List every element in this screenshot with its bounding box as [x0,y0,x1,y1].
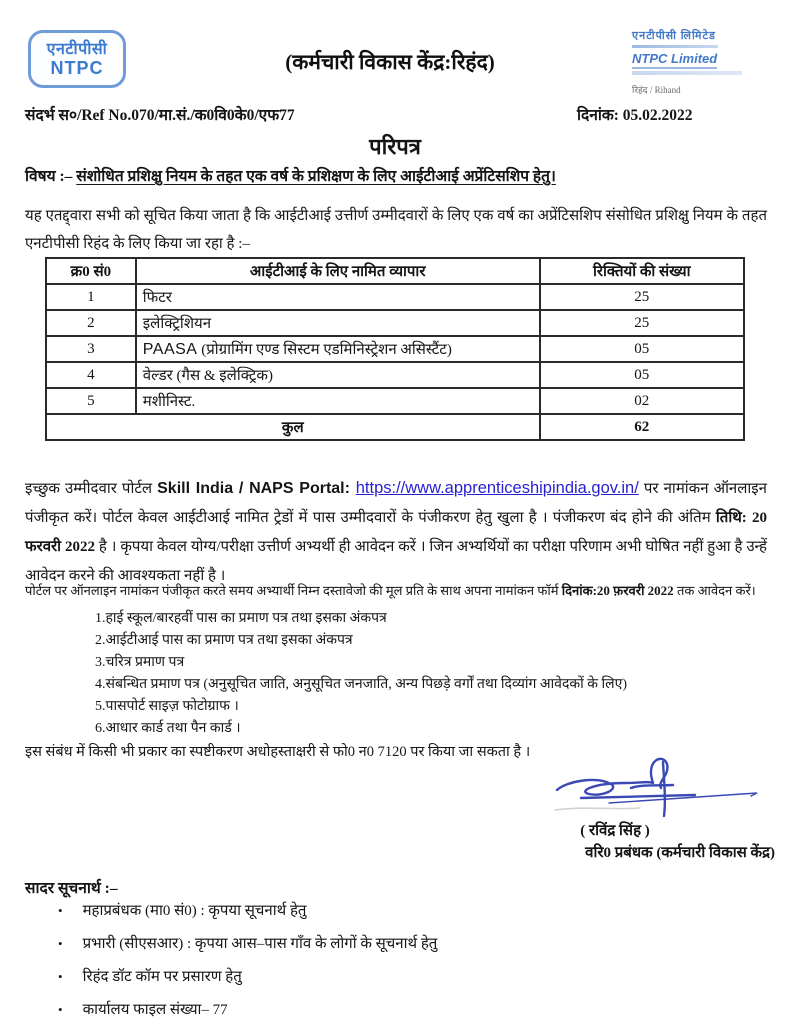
table-row [46,284,744,310]
instruction-text: तक आवेदन करें। [673,583,756,598]
deadline-date: तिथि: 20 फरवरी 2022 [25,510,768,555]
bullet-icon: • [58,1002,63,1017]
trade-hindi: फिटर [142,290,172,306]
table-row [46,336,744,362]
rihand-label: रिहंद / Rihand [632,85,681,95]
bullet-icon: • [58,903,63,918]
cc-item-text: कार्यालय फाइल संख्या– 77 [82,1002,228,1018]
table-row [46,310,744,336]
cell-sno: 4 [46,362,136,388]
cell-vacancies: 25 [540,284,744,310]
apply-text: पर नामांकन ऑनलाइन पंजीकृत करें। पोर्टल केवल आईटीआई नामित ट्रेडों में पास उम्मीदवारों के पंजीकरण हेतु खुला है । पंजीकरण बंद होने की अंतिम [25,481,767,526]
header-vacancies: रिक्तियों की संख्या [540,258,744,284]
ntpc-logo-latin: NTPC [50,58,104,78]
trade-latin: PAASA [142,341,198,358]
vacancy-table [45,257,745,441]
apply-text: इच्छुक उम्मीदवार पोर्टल [25,481,158,497]
trade-hindi: मशीनिस्ट. [142,394,196,410]
cell-sno: 2 [46,310,136,336]
signatory-name: ( रविंद्र सिंह ) [580,823,650,839]
header-trade: आईटीआई के लिए नामित व्यापार [136,258,540,284]
apply-text: है । कृपया केवल योग्य/परीक्षा उत्तीर्ण अभ्यर्थी ही आवेदन करें । जिन अभ्यर्थियों का परीक्षा परिणाम अभी घोषित नहीं हुआ है उन्हें आवेदन करने की आवश्यकता नहीं है । [25,539,768,584]
trade-hindi: (प्रोग्रामिंग एण्ड सिस्टम एडमिनिस्ट्रेशन असिस्टैंट) [197,342,452,358]
cc-item-text: प्रभारी (सीएसआर) : कृपया आस–पास गाँव के लोगों के सूचनार्थ हेतु [82,936,438,952]
cell-vacancies: 05 [540,362,744,388]
cell-vacancies: 05 [540,336,744,362]
list-item: 2.आईटीआई पास का प्रमाण पत्र तथा इसका अंकपत्र [95,633,353,648]
cc-item [58,936,437,952]
table-total-row [46,414,744,440]
ntpc-logo-hindi: एनटीपीसी [46,41,108,58]
signature [545,748,780,820]
list-item: 3.चरित्र प्रमाण पत्र [95,655,185,670]
intro-paragraph: यह एतद्द्वारा सभी को सूचित किया जाता है कि आईटीआई उत्तीर्ण उम्मीदवारों के लिए एक वर्ष का अप्रेंटिसशिप संसोधित प्रशिक्षु नियम के तहत एनटीपीसी रिहंद के लिए किया जा रहा है :– [25,208,767,252]
trade-hindi: वेल्डर (गैस & इलेक्ट्रिक) [142,368,273,384]
ntpc-limited-latin: NTPC Limited [632,51,717,69]
document-date: दिनांक: 05.02.2022 [577,107,693,124]
cell-trade [136,362,540,388]
list-item: 6.आधार कार्ड तथा पैन कार्ड । [95,721,241,736]
cell-trade [136,284,540,310]
cc-item [58,969,437,985]
total-value: 62 [540,414,744,440]
enrollment-instruction [25,581,780,599]
ntpc-limited-hindi: एनटीपीसी लिमिटेड [632,30,716,42]
header-sno: क्र0 सं0 [46,258,136,284]
reference-row [25,103,765,125]
cell-vacancies: 02 [540,388,744,414]
ntpc-limited-logo [632,28,762,96]
cell-trade [136,388,540,414]
subject-label: विषय :– [25,168,77,185]
logo-fineprint-line [632,71,742,75]
portal-name: Skill India / NAPS Portal: [157,480,356,497]
cell-trade [136,310,540,336]
cc-item-text: रिहंद डॉट कॉम पर प्रसारण हेतु [82,969,242,985]
subject-line [25,164,765,186]
cc-list [58,903,437,1024]
clarification-note: इस संबंध में किसी भी प्रकार का स्पष्टीकरण अधोहस्ताक्षरी से फो0 न0 7120 पर किया जा सकता है । [25,744,531,760]
bullet-icon: • [58,969,63,984]
cell-sno: 3 [46,336,136,362]
total-label: कुल [46,414,540,440]
org-title: (कर्मचारी विकास केंद्र:रिहंद) [285,50,495,74]
list-item: 5.पासपोर्ट साइज़ फोटोग्राफ । [95,699,239,714]
document-list [95,611,627,743]
circular-title: परिपत्र [369,134,421,159]
list-item: 4.संबन्धित प्रमाण पत्र (अनुसूचित जाति, अनुसूचित जनजाति, अन्य पिछड़े वर्गों तथा दिव्यांग आवेदकों के लिए) [95,677,628,692]
cell-sno: 1 [46,284,136,310]
list-item: 1.हाई स्कूल/बारहवीं पास का प्रमाण पत्र तथा इसका अंकपत्र [95,611,387,626]
table-header-row [46,258,744,284]
instruction-deadline: दिनांक:20 फ़रवरी 2022 [561,583,674,598]
logo-fineprint-line [632,45,718,48]
reference-number: संदर्भ स०/Ref No.070/मा.सं./क0वि0के0/एफ77 [25,107,295,124]
subject-text: संशोधित प्रशिक्षु नियम के तहत एक वर्ष के प्रशिक्षण के लिए आईटीआई अप्रेंटिसशिप हेतु। [76,168,556,185]
instruction-text: पोर्टल पर ऑनलाइन नामांकन पंजीकृत करते समय अभ्यार्थी निम्न दस्तावेजो की मूल प्रति के साथ अपना नामांकन फॉर्म [25,583,562,598]
trade-hindi: इलेक्ट्रिशियन [142,316,212,332]
table-row [46,388,744,414]
cell-trade [136,336,540,362]
signatory-designation: वरि0 प्रबंधक (कर्मचारी विकास केंद्र) [585,845,775,861]
ntpc-logo [28,30,126,88]
cell-vacancies: 25 [540,310,744,336]
cell-sno: 5 [46,388,136,414]
cc-item-text: महाप्रबंधक (मा0 सं0) : कृपया सूचनार्थ हेतु [82,903,307,919]
cc-heading: सादर सूचनार्थ :– [25,880,118,897]
cc-item [58,1002,437,1018]
cc-item [58,903,437,919]
portal-link[interactable]: https://www.apprenticeshipindia.gov.in/ [355,479,639,497]
bullet-icon: • [58,936,63,951]
table-row [46,362,744,388]
portal-paragraph [25,474,767,591]
